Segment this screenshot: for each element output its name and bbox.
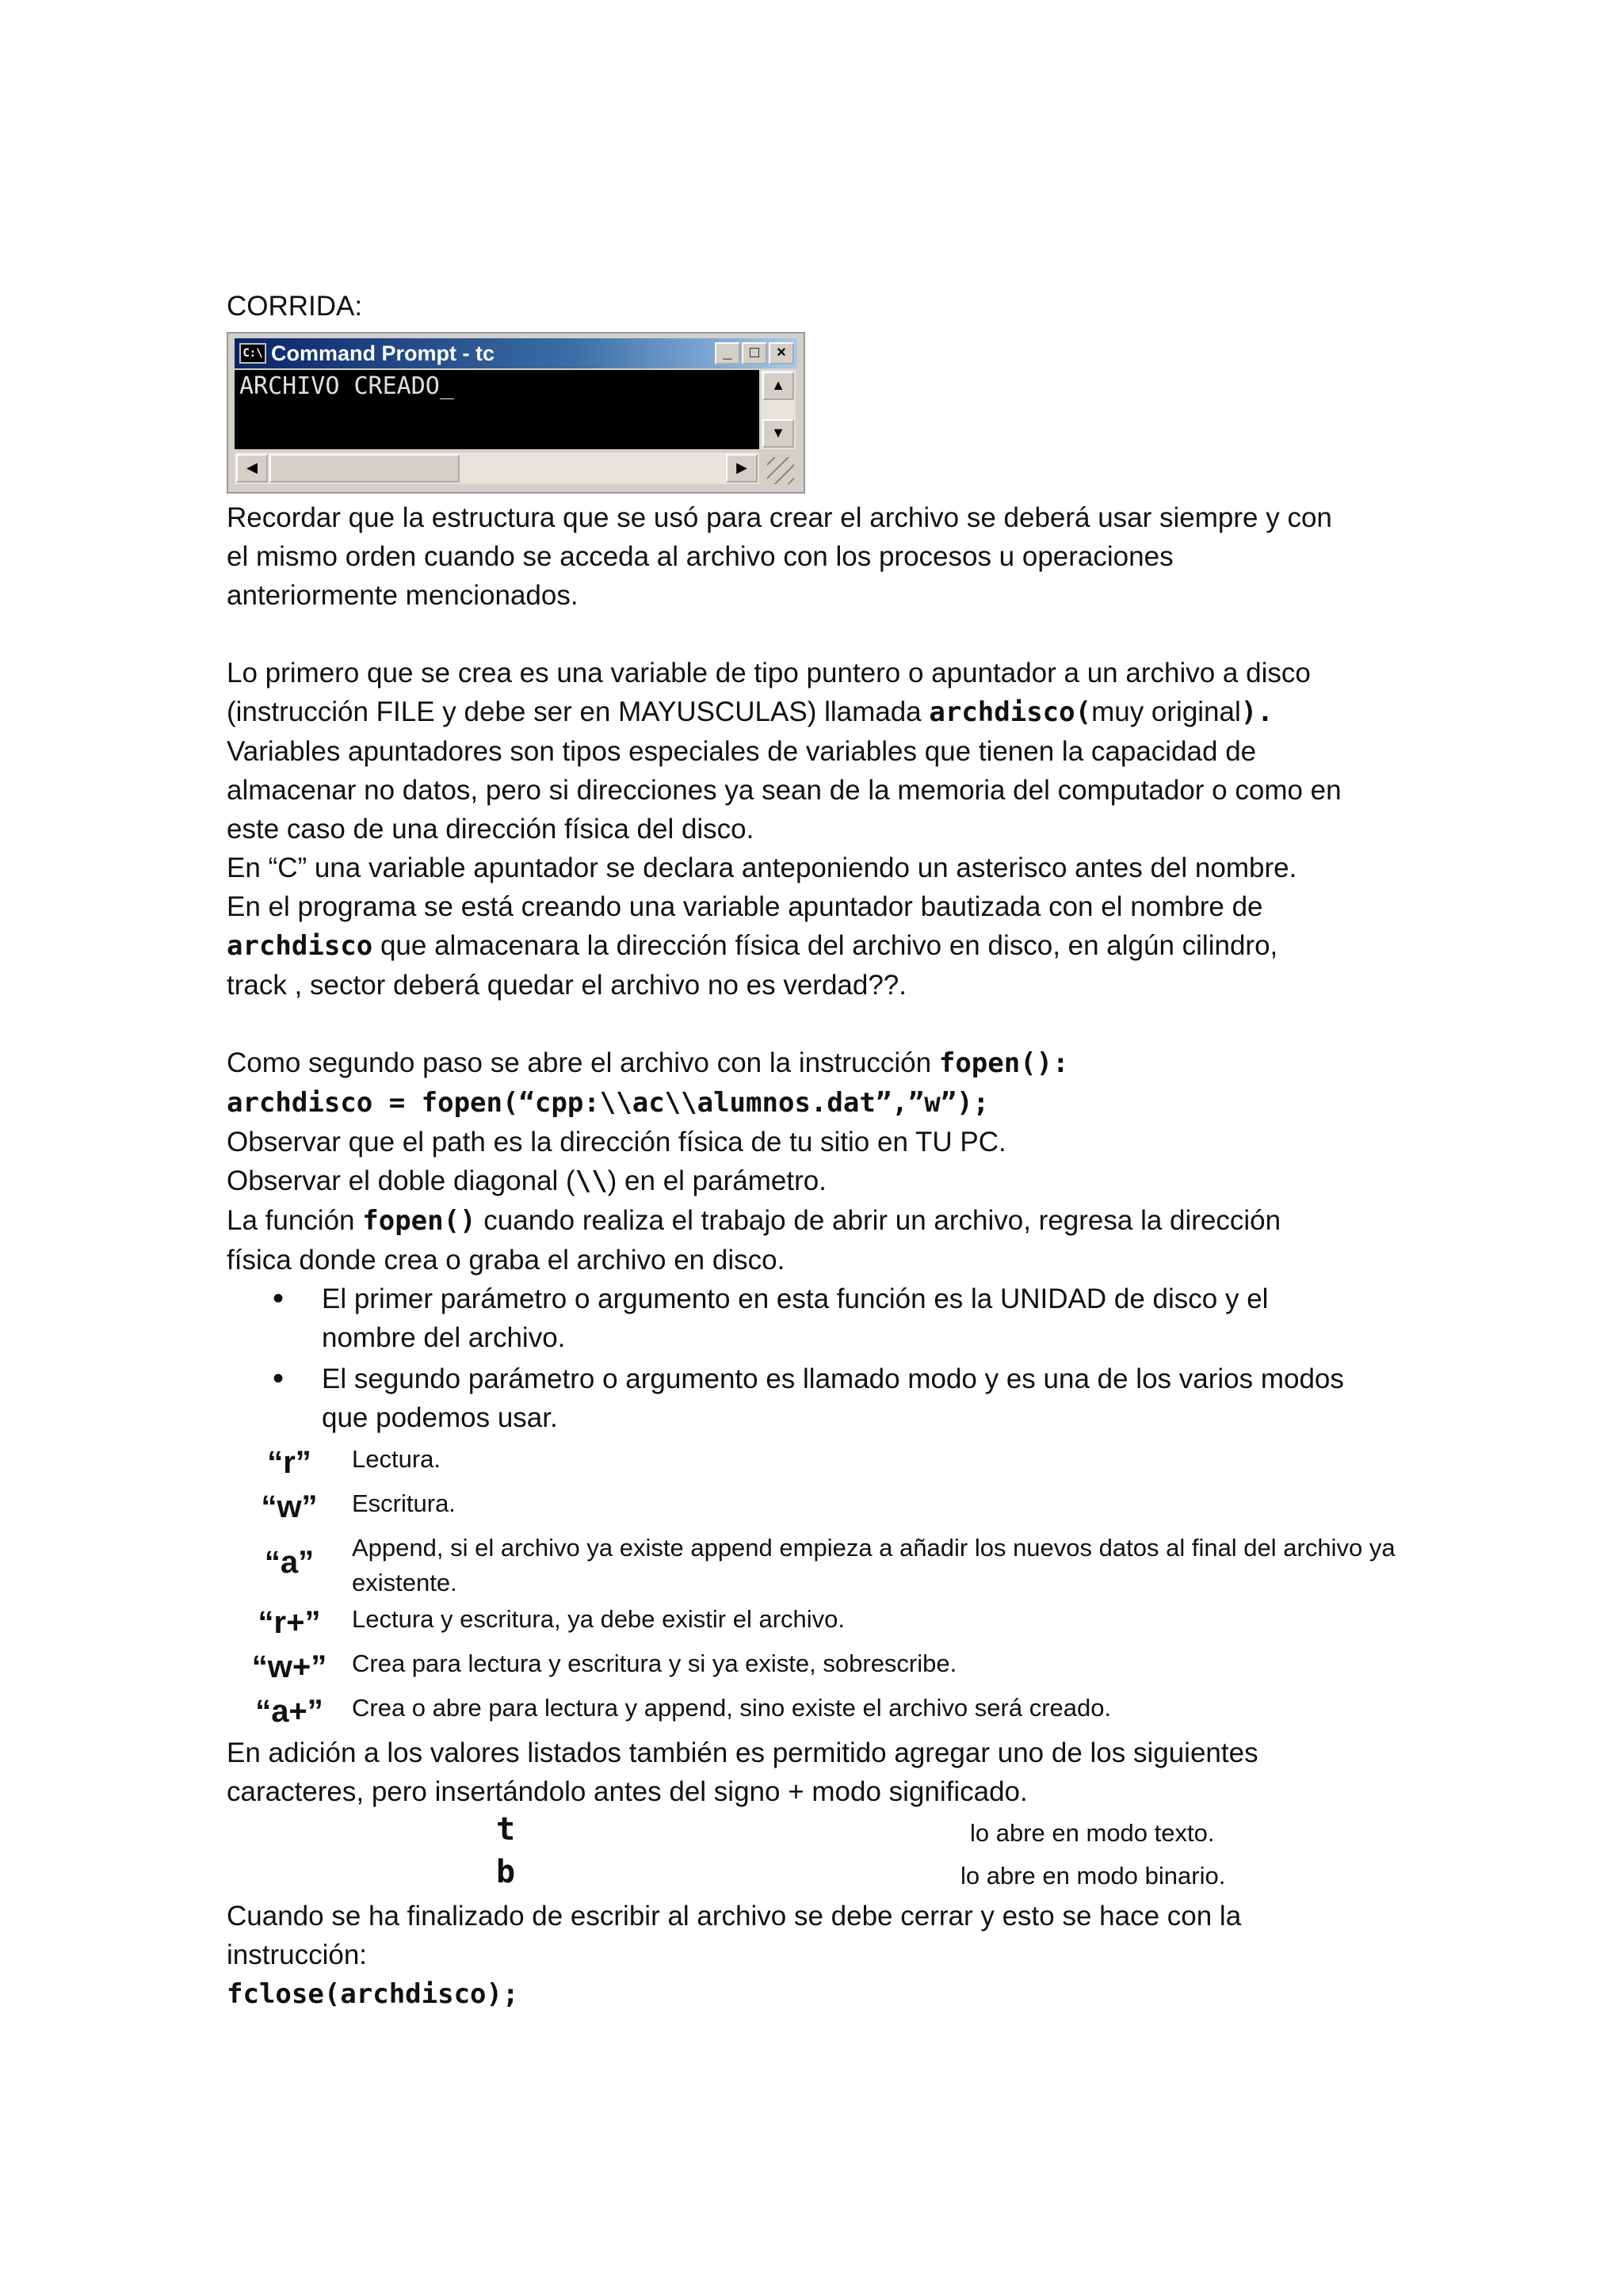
mode-key: “w” [261,1489,318,1524]
mode-description: Lectura. [352,1445,441,1473]
code-paren: ). [1240,696,1274,728]
paragraph-line: este caso de una dirección física del disco. [227,814,754,845]
mode-description: Crea o abre para lectura y append, sino existe el archivo será creado. [352,1694,1112,1722]
console-icon: C:\ [239,343,266,364]
maximize-icon[interactable]: □ [742,342,767,364]
paragraph-line: caracteres, pero insertándolo antes del signo + modo significado. [227,1776,1028,1807]
mode-row [227,1485,1495,1529]
mode-key: “w+” [251,1650,327,1684]
command-prompt-window [227,332,805,494]
code-fopen: fopen(): [938,1047,1069,1079]
paragraph-line: instrucción: [227,1939,368,1970]
scroll-thumb[interactable] [269,454,460,482]
bullet-list [227,1280,1495,1437]
text-span: Observar el doble diagonal ( [227,1165,575,1196]
scroll-down-icon[interactable]: ▼ [762,419,794,448]
mode-description: Lectura y escritura, ya debe existir el archivo. [352,1605,845,1633]
scroll-left-icon[interactable]: ◀ [236,454,268,482]
mode-row [227,1689,1495,1733]
vertical-scrollbar[interactable] [761,370,796,449]
mode-row [227,1529,1495,1600]
paragraph-line [227,1161,1495,1201]
char-key: b [496,1854,516,1890]
char-row [227,1854,1495,1897]
scroll-up-icon[interactable]: ▲ [762,372,794,400]
char-description: lo abre en modo binario. [960,1862,1226,1890]
bullet-icon: • [273,1281,285,1316]
text-span: muy original [1091,696,1241,727]
char-row [227,1811,1495,1854]
code-backslashes: \\ [575,1165,608,1197]
command-prompt-title: Command Prompt - tc [271,341,495,365]
close-icon[interactable]: × [769,342,794,364]
paragraph-line: Variables apuntadores son tipos especiales de variables que tienen la capacidad de [227,736,1257,767]
mode-row [227,1600,1495,1645]
code-fopen: fopen() [362,1205,476,1237]
paragraph-line: En adición a los valores listados también es permitido agregar uno de los siguientes [227,1737,1258,1768]
list-item [273,1360,1495,1437]
paragraph-line [227,692,1495,732]
mode-key: “a+” [255,1694,323,1729]
paragraph-line: Observar que el path es la dirección física de tu sitio en TU PC. [227,1127,1006,1158]
mode-row [227,1645,1495,1689]
text-span: cuando realiza el trabajo de abrir un archivo, regresa la dirección [475,1205,1281,1236]
text-span: El primer parámetro o argumento en esta función es la UNIDAD de disco y el [322,1283,1269,1314]
text-span: ) en el parámetro. [607,1165,827,1196]
text-span: El segundo parámetro o argumento es llamado modo y es una de los varios modos [322,1363,1344,1394]
modes-table [227,1440,1495,1733]
text-span: La función [227,1205,363,1236]
horizontal-scrollbar[interactable] [235,452,759,484]
minimize-icon[interactable]: _ [715,342,740,364]
text-span: que almacenara la dirección física del archivo en disco, en algún cilindro, [372,930,1278,961]
text-span: que podemos usar. [322,1402,558,1433]
paragraph-line: Lo primero que se crea es una variable de tipo puntero o apuntador a un archivo a disco [227,658,1311,688]
mode-key: “r” [267,1445,311,1480]
code-fclose: fclose(archdisco); [227,1978,519,2010]
console-output: ARCHIVO CREADO_ [235,370,759,449]
mode-description: Append, si el archivo ya existe append empieza a añadir los nuevos datos al final del archivo ya existente. [352,1534,1396,1596]
command-prompt-titlebar [235,338,797,368]
char-description: lo abre en modo texto. [970,1819,1215,1847]
text-span: nombre del archivo. [322,1322,566,1353]
paragraph-line: almacenar no datos, pero si direcciones ya sean de la memoria del computador o como en [227,775,1342,806]
resize-grip-icon[interactable] [767,457,794,484]
bullet-icon: • [273,1361,285,1396]
char-key: t [496,1811,516,1848]
paragraph-line [227,926,1495,966]
code-line [227,1974,1495,2014]
mode-description: Escritura. [352,1489,456,1517]
code-line [227,1083,1495,1123]
paragraph-line: el mismo orden cuando se acceda al archivo con los procesos u operaciones [227,541,1174,572]
paragraph-line: En el programa se está creando una variable apuntador bautizada con el nombre de [227,891,1263,922]
list-item [273,1280,1495,1357]
paragraph-line: anteriormente mencionados. [227,580,579,611]
code-archdisco: archdisco [227,930,373,962]
text-span: (instrucción FILE y debe ser en MAYUSCULAS) llamada [227,696,930,727]
mode-key: “r+” [258,1605,321,1640]
code-fopen-call: archdisco = fopen(“cpp:\\ac\\alumnos.dat”,”w”); [227,1087,990,1119]
paragraph-line: En “C” una variable apuntador se declara anteponiendo un asterisco antes del nombre. [227,852,1297,883]
mode-key: “a” [264,1545,315,1580]
paragraph-line: física donde crea o graba el archivo en disco. [227,1245,785,1276]
paragraph-line: Cuando se ha finalizado de escribir al archivo se debe cerrar y esto se hace con la [227,1901,1242,1932]
scroll-right-icon[interactable]: ▶ [726,454,758,482]
mode-row [227,1440,1495,1485]
paragraph-line: Recordar que la estructura que se usó para crear el archivo se deberá usar siempre y con [227,502,1332,533]
paragraph-line [227,1043,1495,1083]
paragraph-line: track , sector deberá quedar el archivo no es verdad??. [227,970,907,1001]
code-archdisco: archdisco( [929,696,1092,728]
window-controls [715,342,794,364]
text-span: Como segundo paso se abre el archivo con la instrucción [227,1047,939,1078]
paragraph-line [227,1201,1495,1241]
heading-corrida: CORRIDA: [227,291,363,322]
mode-description: Crea para lectura y escritura y si ya existe, sobrescribe. [352,1650,957,1677]
document-content [227,287,1495,2014]
